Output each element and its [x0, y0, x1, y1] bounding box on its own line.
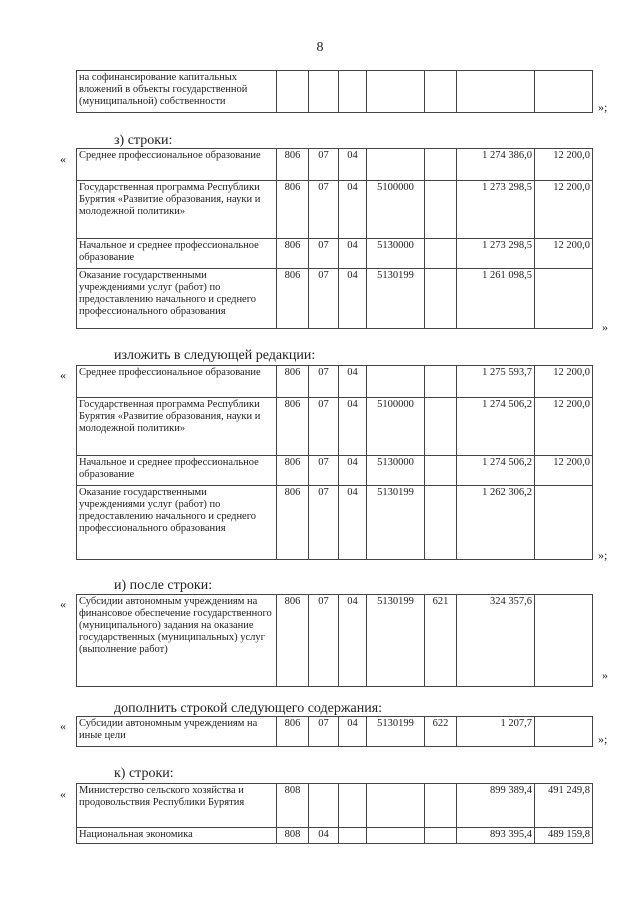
- cell-section: 07: [309, 181, 339, 239]
- amendment-table: [76, 594, 593, 687]
- amendment-table: [76, 70, 593, 113]
- cell-type: 621: [425, 595, 457, 687]
- cell-amount: 899 389,4: [457, 784, 535, 828]
- cell-subsection: 04: [339, 398, 367, 456]
- cell-amount-2: 12 200,0: [535, 181, 593, 239]
- cell-subsection: 04: [339, 486, 367, 560]
- cell-amount: 324 357,6: [457, 595, 535, 687]
- cell-ministry: 806: [277, 239, 309, 269]
- row-name: Субсидии автономным учреждениям на иные цели: [77, 717, 277, 747]
- table-row: [77, 595, 593, 687]
- closing-quote: »;: [598, 100, 608, 114]
- cell-target: 5130000: [367, 456, 425, 486]
- cell-subsection: [339, 828, 367, 844]
- cell-amount-2: 12 200,0: [535, 398, 593, 456]
- cell-subsection: 04: [339, 269, 367, 329]
- cell-target: 5130199: [367, 717, 425, 747]
- cell-amount: 1 261 098,5: [457, 269, 535, 329]
- amendment-table: [76, 148, 593, 329]
- cell-amount: 1 274 386,0: [457, 149, 535, 181]
- table-row: [77, 398, 593, 456]
- cell-amount-2: [535, 269, 593, 329]
- amendment-table: [76, 365, 593, 560]
- closing-quote: »: [602, 668, 608, 682]
- section-heading: к) строки:: [114, 766, 174, 781]
- table-row: [77, 71, 593, 113]
- table-row: [77, 486, 593, 560]
- cell-section: 07: [309, 398, 339, 456]
- cell-amount: 1 273 298,5: [457, 181, 535, 239]
- cell-ministry: 806: [277, 456, 309, 486]
- cell-section: 07: [309, 486, 339, 560]
- row-name: Министерство сельского хозяйства и продовольствия Республики Бурятия: [77, 784, 277, 828]
- cell-section: 07: [309, 149, 339, 181]
- cell-type: 622: [425, 717, 457, 747]
- cell-amount: 1 262 306,2: [457, 486, 535, 560]
- cell-section: 07: [309, 366, 339, 398]
- cell-amount: 893 395,4: [457, 828, 535, 844]
- row-name: Оказание государственными учреждениями услуг (работ) по предоставлению начального и среднего профессионального образования: [77, 486, 277, 560]
- row-name: Среднее профессиональное образование: [77, 366, 277, 398]
- opening-quote: «: [60, 597, 66, 611]
- cell-type: [425, 398, 457, 456]
- cell-ministry: 806: [277, 717, 309, 747]
- table-row: [77, 784, 593, 828]
- closing-quote: »;: [598, 548, 608, 562]
- cell-amount-2: [535, 486, 593, 560]
- cell-type: [425, 181, 457, 239]
- cell-amount: 1 273 298,5: [457, 239, 535, 269]
- cell-subsection: 04: [339, 181, 367, 239]
- table-row: [77, 456, 593, 486]
- cell-subsection: 04: [339, 366, 367, 398]
- cell-target: [367, 366, 425, 398]
- cell-ministry: 808: [277, 784, 309, 828]
- cell-subsection: 04: [339, 239, 367, 269]
- cell-ministry: 806: [277, 398, 309, 456]
- table-row: [77, 149, 593, 181]
- table-row: [77, 828, 593, 844]
- cell-target: [367, 149, 425, 181]
- cell-section: [309, 784, 339, 828]
- cell-amount: 1 274 506,2: [457, 398, 535, 456]
- amendment-table: [76, 783, 593, 844]
- cell-ministry: 806: [277, 366, 309, 398]
- cell-subsection: 04: [339, 717, 367, 747]
- opening-quote: «: [60, 368, 66, 382]
- cell-amount-2: 12 200,0: [535, 366, 593, 398]
- row-name: Государственная программа Республики Бурятия «Развитие образования, науки и молодежной политики»: [77, 398, 277, 456]
- cell-subsection: 04: [339, 149, 367, 181]
- closing-quote: »;: [598, 732, 608, 746]
- row-name: Среднее профессиональное образование: [77, 149, 277, 181]
- table-row: [77, 269, 593, 329]
- row-name: Национальная экономика: [77, 828, 277, 844]
- table-row: [77, 717, 593, 747]
- row-name: Начальное и среднее профессиональное образование: [77, 456, 277, 486]
- cell-amount-2: 12 200,0: [535, 149, 593, 181]
- section-heading: изложить в следующей редакции:: [114, 348, 316, 363]
- amendment-table: [76, 716, 593, 747]
- cell-amount: 1 274 506,2: [457, 456, 535, 486]
- cell-ministry: 806: [277, 181, 309, 239]
- cell-section: 07: [309, 595, 339, 687]
- cell-ministry: 806: [277, 595, 309, 687]
- cell-amount-2: 489 159,8: [535, 828, 593, 844]
- cell-type: [425, 149, 457, 181]
- section-heading: и) после строки:: [114, 578, 213, 593]
- cell-amount-2: 12 200,0: [535, 456, 593, 486]
- table-row: [77, 181, 593, 239]
- opening-quote: «: [60, 719, 66, 733]
- row-name: Государственная программа Республики Бурятия «Развитие образования, науки и молодежной политики»: [77, 181, 277, 239]
- cell-target: 5100000: [367, 181, 425, 239]
- cell-subsection: 04: [339, 595, 367, 687]
- cell-target: [367, 784, 425, 828]
- cell-type: [425, 239, 457, 269]
- cell-amount-2: [535, 595, 593, 687]
- cell-target: 5130199: [367, 595, 425, 687]
- cell-ministry: 808: [277, 828, 309, 844]
- cell-section: 04: [309, 828, 339, 844]
- cell-target: 5100000: [367, 398, 425, 456]
- cell-target: 5130199: [367, 486, 425, 560]
- cell-type: [425, 828, 457, 844]
- cell-amount: 1 275 593,7: [457, 366, 535, 398]
- cell-ministry: 806: [277, 269, 309, 329]
- row-name: Субсидии автономным учреждениям на финансовое обеспечение государственного (муниципального) задания на оказание государственных (муниципальных) услуг (выполнение работ): [77, 595, 277, 687]
- cell-target: 5130199: [367, 269, 425, 329]
- closing-quote: »: [602, 320, 608, 334]
- cell-amount-2: 12 200,0: [535, 239, 593, 269]
- cell-subsection: [339, 784, 367, 828]
- cell-section: 07: [309, 456, 339, 486]
- cell-section: 07: [309, 717, 339, 747]
- opening-quote: «: [60, 787, 66, 801]
- cell-type: [425, 784, 457, 828]
- cell-type: [425, 269, 457, 329]
- cell-section: 07: [309, 269, 339, 329]
- cell-ministry: 806: [277, 149, 309, 181]
- opening-quote: «: [60, 152, 66, 166]
- table-row: [77, 366, 593, 398]
- cell-amount-2: [535, 717, 593, 747]
- cell-type: [425, 486, 457, 560]
- table-row: [77, 239, 593, 269]
- cell-ministry: 806: [277, 486, 309, 560]
- section-heading: з) строки:: [114, 133, 173, 148]
- row-name: Начальное и среднее профессиональное образование: [77, 239, 277, 269]
- cell-amount-2: 491 249,8: [535, 784, 593, 828]
- row-name: Оказание государственными учреждениями услуг (работ) по предоставлению начального и среднего профессионального образования: [77, 269, 277, 329]
- cell-target: [367, 828, 425, 844]
- section-heading: дополнить строкой следующего содержания:: [114, 701, 383, 716]
- cell-target: 5130000: [367, 239, 425, 269]
- cell-type: [425, 366, 457, 398]
- cell-section: 07: [309, 239, 339, 269]
- cell-subsection: 04: [339, 456, 367, 486]
- page-number: 8: [316, 40, 324, 55]
- cell-type: [425, 456, 457, 486]
- cell-amount: 1 207,7: [457, 717, 535, 747]
- row-name: на софинансирование капитальных вложений в объекты государственной (муниципальной) собственности: [77, 71, 277, 113]
